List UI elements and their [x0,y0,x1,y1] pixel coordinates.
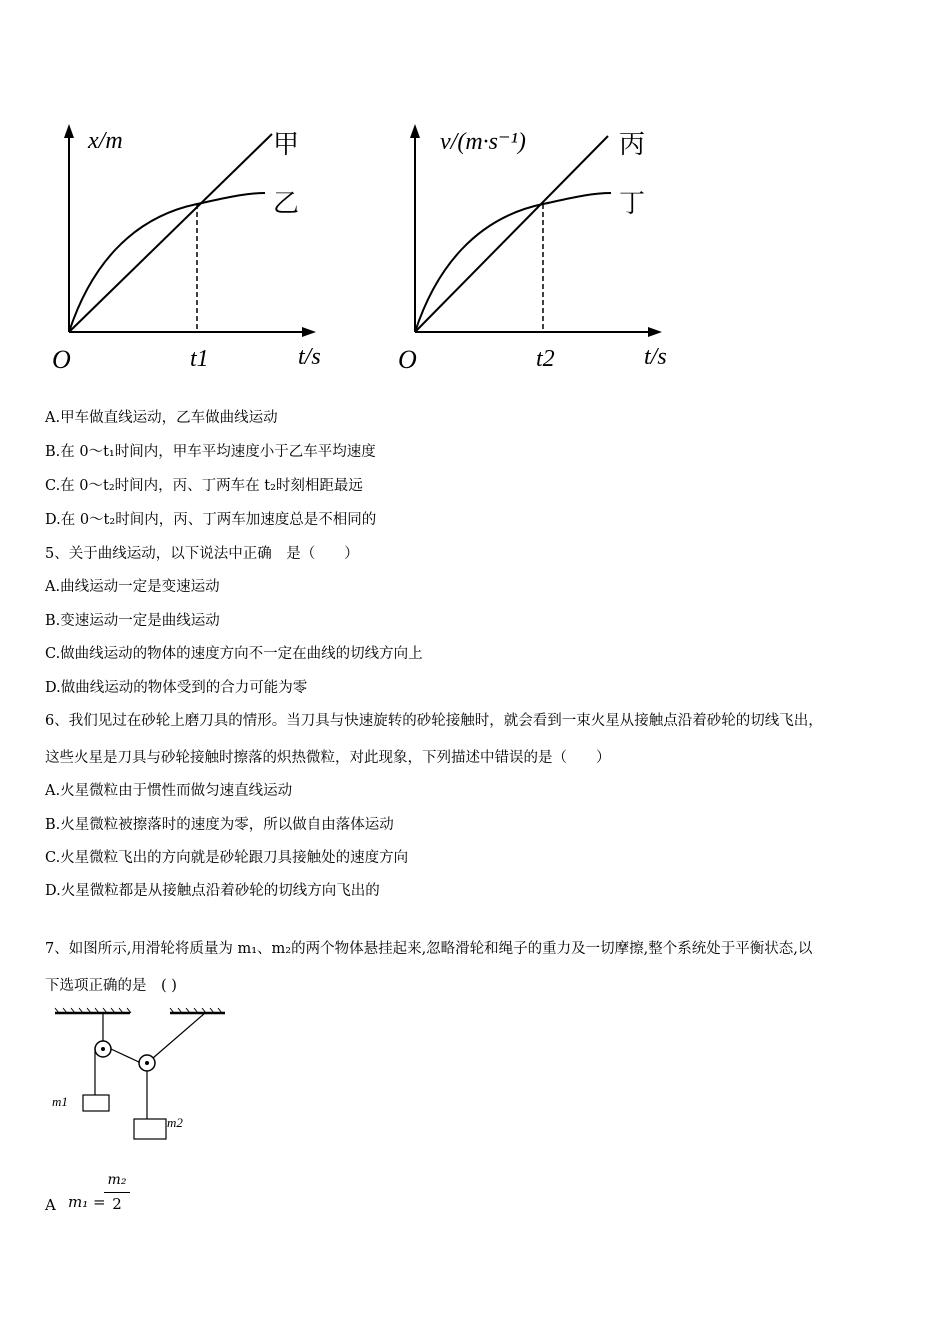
fraction-bar [104,1192,130,1193]
q5-option-b: B.变速运动一定是曲线运动 [45,613,220,629]
q5-stem: 5、关于曲线运动，以下说法中正确 是（ ） [45,546,359,562]
q7-option-a-numerator: m₂ [107,1172,127,1188]
q4-option-c: C.在 0～t₂时间内，丙、丁两车在 t₂时刻相距最远 [45,478,363,494]
q7-option-a-denominator: 2 [112,1195,122,1213]
q6-option-d: D.火星微粒都是从接触点沿着砂轮的切线方向飞出的 [45,883,380,899]
q5-option-c: C.做曲线运动的物体的速度方向不一定在曲线的切线方向上 [45,646,423,662]
line-bing [415,136,608,332]
y-axis-arrow-icon [410,124,420,138]
rope-segment-2 [153,1013,205,1058]
x-axis-label: t/s [298,344,321,370]
y-axis-label: v/(m·s⁻¹) [440,129,526,155]
t1-label: t1 [190,346,209,372]
t2-label: t2 [536,346,555,372]
q5-option-d: D.做曲线运动的物体受到的合力可能为零 [45,680,308,696]
y-axis-label: x/m [88,128,123,154]
q6-option-b: B.火星微粒被擦落时的速度为零，所以做自由落体运动 [45,817,394,833]
x-axis-label: t/s [644,344,667,370]
xt-graph [40,118,350,380]
q6-option-a: A.火星微粒由于惯性而做匀速直线运动 [45,783,293,799]
fixed-pulley-axle [101,1047,105,1051]
q7-stem-line2: 下选项正确的是 ( ) [45,978,177,994]
x-axis-arrow-icon [648,327,662,337]
q6-stem-line2: 这些火星是刀具与砂轮接触时擦落的炽热微粒，对此现象，下列描述中错误的是（ ） [45,750,611,766]
movable-pulley-axle [145,1061,149,1065]
curve-ding [415,193,611,332]
curve-yi [69,193,265,332]
x-axis-arrow-icon [302,327,316,337]
label-yi: 乙 [273,189,300,219]
mass-m1 [83,1095,109,1111]
q4-option-d: D.在 0～t₂时间内，丙、丁两车加速度总是不相同的 [45,512,377,528]
q4-option-b: B.在 0～t₁时间内，甲车平均速度小于乙车平均速度 [45,444,376,460]
q5-option-a: A.曲线运动一定是变速运动 [45,579,220,595]
vt-graph [386,118,696,380]
m1-label: m1 [52,1094,68,1109]
q7-option-a-prefix: A [45,1196,56,1214]
q4-option-a: A.甲车做直线运动，乙车做曲线运动 [45,410,278,426]
label-bing: 丙 [619,130,646,160]
origin-label: O [52,345,71,374]
q6-stem-line1: 6、我们见过在砂轮上磨刀具的情形。当刀具与快速旋转的砂轮接触时，就会看到一束火星从接触点沿着砂轮的切线飞出， [45,713,823,729]
rope-segment-1 [111,1049,141,1063]
mass-m2 [134,1119,166,1139]
label-jia: 甲 [273,130,300,160]
q7-option-a-lhs: m₁ = [68,1193,106,1211]
label-ding: 丁 [619,189,646,219]
q6-option-c: C.火星微粒飞出的方向就是砂轮跟刀具接触处的速度方向 [45,850,409,866]
q7-stem-line1: 7、如图所示,用滑轮将质量为 m₁、m₂的两个物体悬挂起来,忽略滑轮和绳子的重力及一切摩擦,整个系统处于平衡状态,以 [45,941,813,957]
m2-label: m2 [167,1115,183,1130]
pulley-diagram [45,1003,245,1153]
y-axis-arrow-icon [64,124,74,138]
line-jia [69,134,272,332]
origin-label: O [398,345,417,374]
